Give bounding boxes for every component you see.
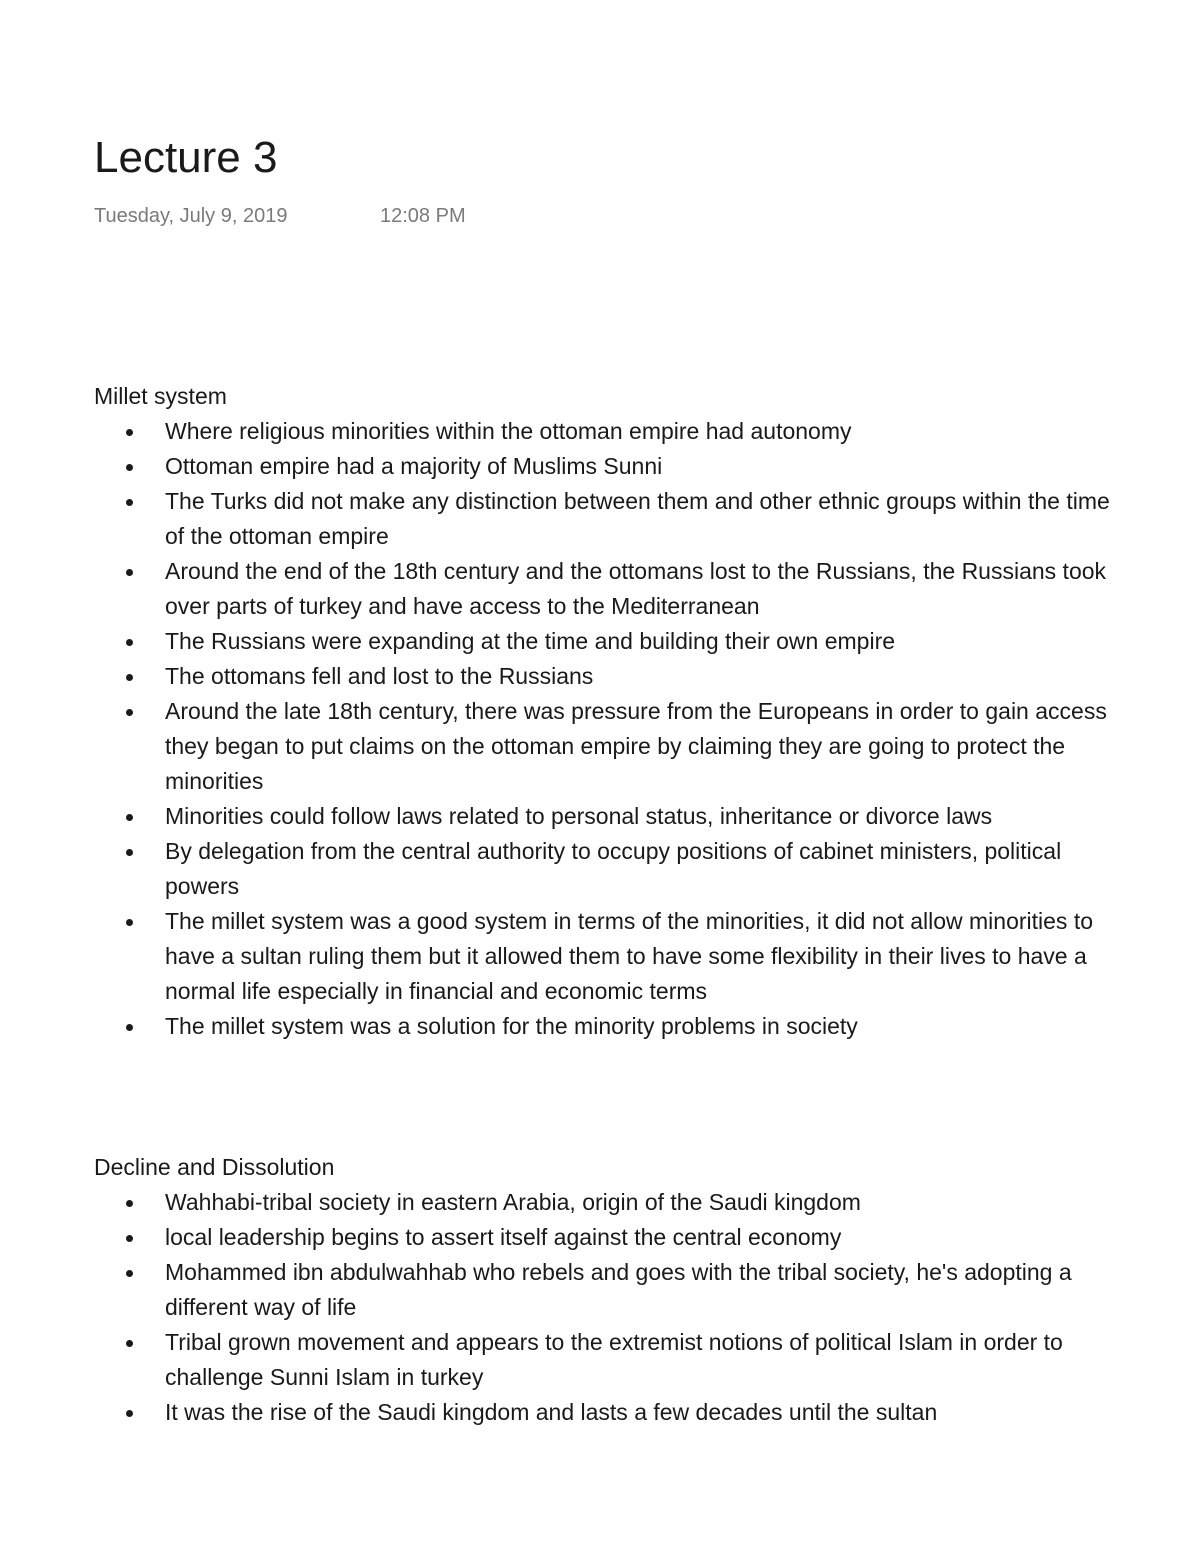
- list-item: [94, 484, 1124, 554]
- list-item: [94, 1185, 1124, 1220]
- list-item-text: The ottomans fell and lost to the Russians: [165, 663, 594, 689]
- list-item: [94, 1220, 1124, 1255]
- list-item-text: Ottoman empire had a majority of Muslims Sunni: [165, 453, 663, 479]
- list-item-text: The Russians were expanding at the time and building their own empire: [165, 628, 896, 654]
- bullet-list: [94, 1185, 1124, 1430]
- bullet-icon: [126, 569, 133, 576]
- list-item-text: Around the late 18th century, there was pressure from the Europeans in order to gain access they began to put claims on the ottoman empire by claiming they are going to protect the minorities: [165, 698, 1107, 794]
- list-item: [94, 1325, 1124, 1395]
- bullet-icon: [126, 849, 133, 856]
- list-item: [94, 449, 1124, 484]
- list-item-text: Tribal grown movement and appears to the extremist notions of political Islam in order to challenge Sunni Islam in turkey: [165, 1329, 1063, 1390]
- list-item: [94, 904, 1124, 1009]
- bullet-icon: [126, 1024, 133, 1031]
- bullet-icon: [126, 674, 133, 681]
- section-decline-and-dissolution: [94, 1150, 1124, 1430]
- section-heading: Decline and Dissolution: [94, 1154, 335, 1180]
- bullet-icon: [126, 1270, 133, 1277]
- bullet-icon: [126, 1340, 133, 1347]
- bullet-icon: [126, 1235, 133, 1242]
- bullet-icon: [126, 639, 133, 646]
- list-item-text: It was the rise of the Saudi kingdom and lasts a few decades until the sultan: [165, 1399, 938, 1425]
- list-item: [94, 834, 1124, 904]
- list-item: [94, 799, 1124, 834]
- list-item-text: The millet system was a good system in terms of the minorities, it did not allow minorities to have a sultan ruling them but it allowed them to have some flexibility in their lives to have a normal life especially in financial and economic terms: [165, 908, 1094, 1004]
- bullet-icon: [126, 1410, 133, 1417]
- bullet-list: [94, 414, 1124, 1044]
- bullet-icon: [126, 919, 133, 926]
- page-date: Tuesday, July 9, 2019: [94, 205, 288, 227]
- list-item-text: local leadership begins to assert itself against the central economy: [165, 1224, 842, 1250]
- section-millet-system: [94, 379, 1124, 1044]
- list-item-text: By delegation from the central authority to occupy positions of cabinet ministers, political powers: [165, 838, 1062, 899]
- list-item-text: The millet system was a solution for the minority problems in society: [165, 1013, 858, 1039]
- list-item: [94, 659, 1124, 694]
- list-item-text: Minorities could follow laws related to personal status, inheritance or divorce laws: [165, 803, 993, 829]
- list-item: [94, 1009, 1124, 1044]
- list-item-text: Mohammed ibn abdulwahhab who rebels and goes with the tribal society, he's adopting a different way of life: [165, 1259, 1072, 1320]
- bullet-icon: [126, 429, 133, 436]
- section-heading: Millet system: [94, 383, 227, 409]
- list-item: [94, 624, 1124, 659]
- page-timestamp: [94, 203, 466, 229]
- bullet-icon: [126, 499, 133, 506]
- list-item-text: Around the end of the 18th century and the ottomans lost to the Russians, the Russians took over parts of turkey and have access to the Mediterranean: [165, 558, 1107, 619]
- list-item: [94, 694, 1124, 799]
- list-item-text: The Turks did not make any distinction between them and other ethnic groups within the time of the ottoman empire: [165, 488, 1110, 549]
- list-item-text: Wahhabi-tribal society in eastern Arabia, origin of the Saudi kingdom: [165, 1189, 861, 1215]
- bullet-icon: [126, 709, 133, 716]
- bullet-icon: [126, 1200, 133, 1207]
- page-title: Lecture 3: [94, 133, 278, 182]
- list-item: [94, 1255, 1124, 1325]
- list-item: [94, 1395, 1124, 1430]
- list-item: [94, 414, 1124, 449]
- bullet-icon: [126, 814, 133, 821]
- list-item: [94, 554, 1124, 624]
- list-item-text: Where religious minorities within the ottoman empire had autonomy: [165, 418, 852, 444]
- page-time: 12:08 PM: [380, 205, 466, 227]
- bullet-icon: [126, 464, 133, 471]
